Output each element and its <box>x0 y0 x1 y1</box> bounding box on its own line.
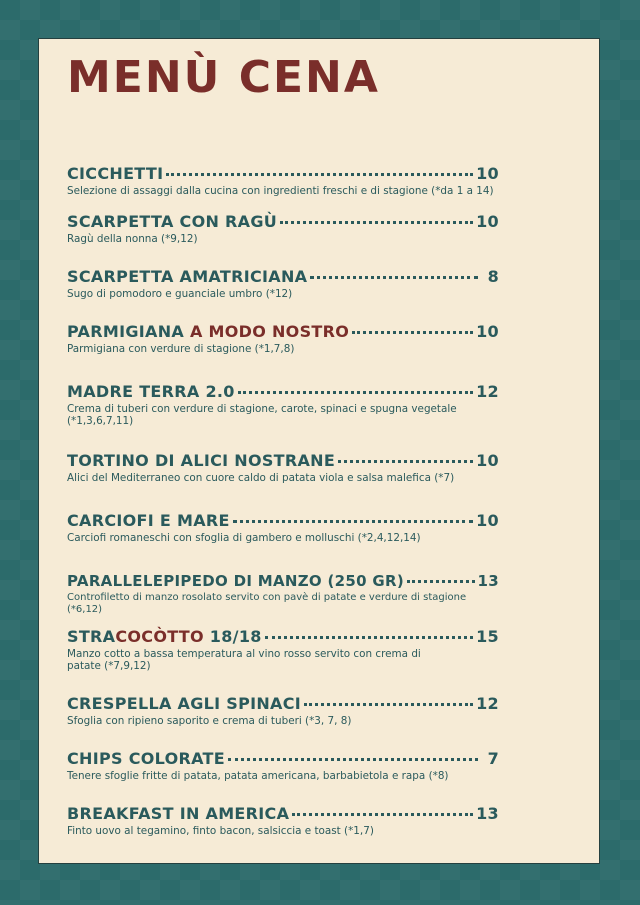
menu-title: MENÙ CENA <box>67 52 380 103</box>
item-name: BREAKFAST IN AMERICA <box>67 804 290 823</box>
menu-item <box>67 571 507 616</box>
item-price: 7 <box>487 749 499 768</box>
item-name: MADRE TERRA 2.0 <box>67 382 235 401</box>
menu-item <box>67 267 507 300</box>
dot-leader <box>304 703 473 706</box>
item-name: PARALLELEPIPEDO DI MANZO (250 GR) <box>67 572 404 590</box>
item-description: Alici del Mediterraneo con cuore caldo di patata viola e salsa malefica (*7) <box>67 472 455 484</box>
dot-leader <box>407 580 475 583</box>
dot-leader <box>338 460 473 463</box>
item-description: Crema di tuberi con verdure di stagione, carote, spinaci e spugna vegetale (*1,3,6,7,11) <box>67 403 457 427</box>
item-price: 10 <box>476 212 499 231</box>
item-price: 12 <box>476 382 499 401</box>
item-price: 10 <box>476 451 499 470</box>
item-description: Controfiletto di manzo rosolato servito con pavè di patate e verdure di stagione (*6,12) <box>67 592 467 615</box>
item-name: CRESPELLA AGLI SPINACI <box>67 694 302 713</box>
menu-item <box>67 804 507 837</box>
menu-item <box>67 451 507 484</box>
item-description: Parmigiana con verdure di stagione (*1,7,8) <box>67 343 295 355</box>
dot-leader <box>233 520 473 523</box>
dot-leader <box>166 173 473 176</box>
menu-item <box>67 627 507 672</box>
item-description: Ragù della nonna (*9,12) <box>67 233 198 245</box>
item-name: CHIPS COLORATE <box>67 749 225 768</box>
item-price: 12 <box>476 694 499 713</box>
menu-item <box>67 694 507 727</box>
item-description: Carciofi romaneschi con sfoglia di gambero e molluschi (*2,4,12,14) <box>67 532 421 544</box>
item-price: 10 <box>476 164 499 183</box>
item-name: SCARPETTA AMATRICIANA <box>67 267 308 286</box>
item-price: 13 <box>477 572 499 590</box>
item-description: Sfoglia con ripieno saporito e crema di tuberi (*3, 7, 8) <box>67 715 352 727</box>
dot-leader <box>265 636 473 639</box>
item-price: 10 <box>476 511 499 530</box>
item-name: STRACOCÒTTO 18/18 <box>67 627 262 646</box>
item-price: 13 <box>476 804 499 823</box>
dot-leader <box>292 813 473 816</box>
item-name: TORTINO DI ALICI NOSTRANE <box>67 451 336 470</box>
dot-leader <box>310 276 478 279</box>
menu-item <box>67 382 507 427</box>
menu-item <box>67 749 507 782</box>
item-name: PARMIGIANA A MODO NOSTRO <box>67 322 350 341</box>
item-description: Selezione di assaggi dalla cucina con ingredienti freschi e di stagione (*da 1 a 14) <box>67 185 494 197</box>
dot-leader <box>280 221 473 224</box>
item-price: 10 <box>476 322 499 341</box>
dot-leader <box>228 758 478 761</box>
dot-leader <box>352 331 473 334</box>
item-name: SCARPETTA CON RAGÙ <box>67 212 278 231</box>
item-description: Tenere sfoglie fritte di patata, patata americana, barbabietola e rapa (*8) <box>67 770 449 782</box>
item-description: Finto uovo al tegamino, finto bacon, salsiccia e toast (*1,7) <box>67 825 374 837</box>
item-description: Sugo di pomodoro e guanciale umbro (*12) <box>67 288 293 300</box>
dot-leader <box>238 391 473 394</box>
item-price: 15 <box>476 627 499 646</box>
menu-item <box>67 511 507 544</box>
item-description: Manzo cotto a bassa temperatura al vino rosso servito con crema di patate (*7,9,12) <box>67 648 421 672</box>
item-price: 8 <box>487 267 499 286</box>
item-name: CARCIOFI E MARE <box>67 511 230 530</box>
item-name: CICCHETTI <box>67 164 164 183</box>
menu-item <box>67 212 507 245</box>
menu-item <box>67 322 507 355</box>
menu-item <box>67 164 507 197</box>
